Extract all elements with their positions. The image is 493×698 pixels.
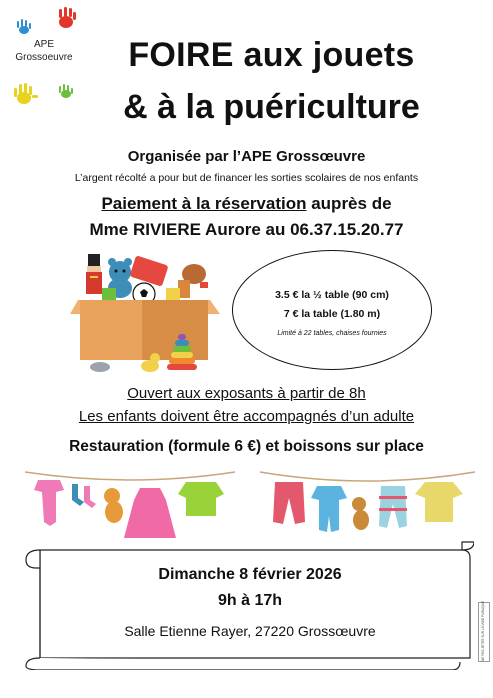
clothesline-rope: [25, 472, 235, 480]
clothesline-left-illustration: [20, 460, 240, 550]
yellow-toy-block: [166, 288, 180, 300]
pink-dress-icon: [124, 488, 176, 538]
contact-info: Mme RIVIERE Aurore au 06.37.15.20.77: [89, 220, 404, 239]
toy-mouse-icon: [90, 362, 110, 372]
organised-by: Organisée par l’APE Grossœuvre: [127, 148, 366, 165]
blue-hand-icon: [17, 19, 31, 34]
price-note: Limité à 22 tables, chaises fournies: [277, 330, 387, 337]
payment-info: [0, 194, 493, 214]
green-toy-block: [102, 288, 116, 300]
pink-pants-icon: [273, 482, 305, 524]
title-line-2: & à la puériculture: [123, 88, 420, 126]
food-info: Restauration (formule 6 €) et boissons sur place: [69, 438, 424, 455]
teddy-toy-icon: [104, 488, 123, 523]
payment-underlined: Paiement à la réservation: [101, 194, 307, 213]
striped-pants-icon: [379, 486, 407, 528]
event-date: Dimanche 8 février 2026: [158, 566, 342, 583]
payment-rest: auprès de: [306, 194, 392, 213]
print-notice-text: NE PAS JETER SUR LA VOIE PUBLIQUE: [481, 600, 485, 661]
rocking-horse-icon: [178, 264, 208, 298]
socks-icon: [72, 484, 96, 508]
event-venue: Salle Etienne Rayer, 27220 Grossœuvre: [124, 623, 376, 639]
price-full-table: 7 € la table (1.80 m): [283, 308, 381, 320]
print-notice: [478, 602, 490, 662]
toy-box-illustration: [70, 252, 220, 377]
xylophone-icon: [129, 255, 168, 286]
blue-onesie-icon: [311, 486, 347, 532]
monkey-toy-icon: [352, 497, 369, 530]
cardboard-box-icon: [70, 300, 220, 360]
purpose-text: L’argent récolté a pour but de financer les sorties scolaires de nos enfants: [74, 172, 419, 184]
logo-line-name: Grossoeuvre: [15, 52, 73, 63]
title-line-1: FOIRE aux jouets: [128, 36, 415, 74]
logo-line-ape: APE: [33, 39, 54, 50]
red-hand-icon: [59, 7, 76, 28]
toy-soldier-icon: [86, 254, 102, 294]
event-hours: 9h à 17h: [217, 592, 283, 609]
pink-bodysuit-icon: [34, 480, 64, 526]
opening-info: Ouvert aux exposants à partir de 8h: [127, 385, 366, 402]
green-top-icon: [178, 482, 224, 516]
baby-shirt-icon: [415, 482, 463, 522]
price-half-table: 3.5 € la ½ table (90 cm): [275, 289, 389, 301]
children-info: Les enfants doivent être accompagnés d’un adulte: [78, 408, 415, 425]
clothesline-right-illustration: [255, 460, 480, 550]
clothesline-rope: [260, 472, 475, 481]
